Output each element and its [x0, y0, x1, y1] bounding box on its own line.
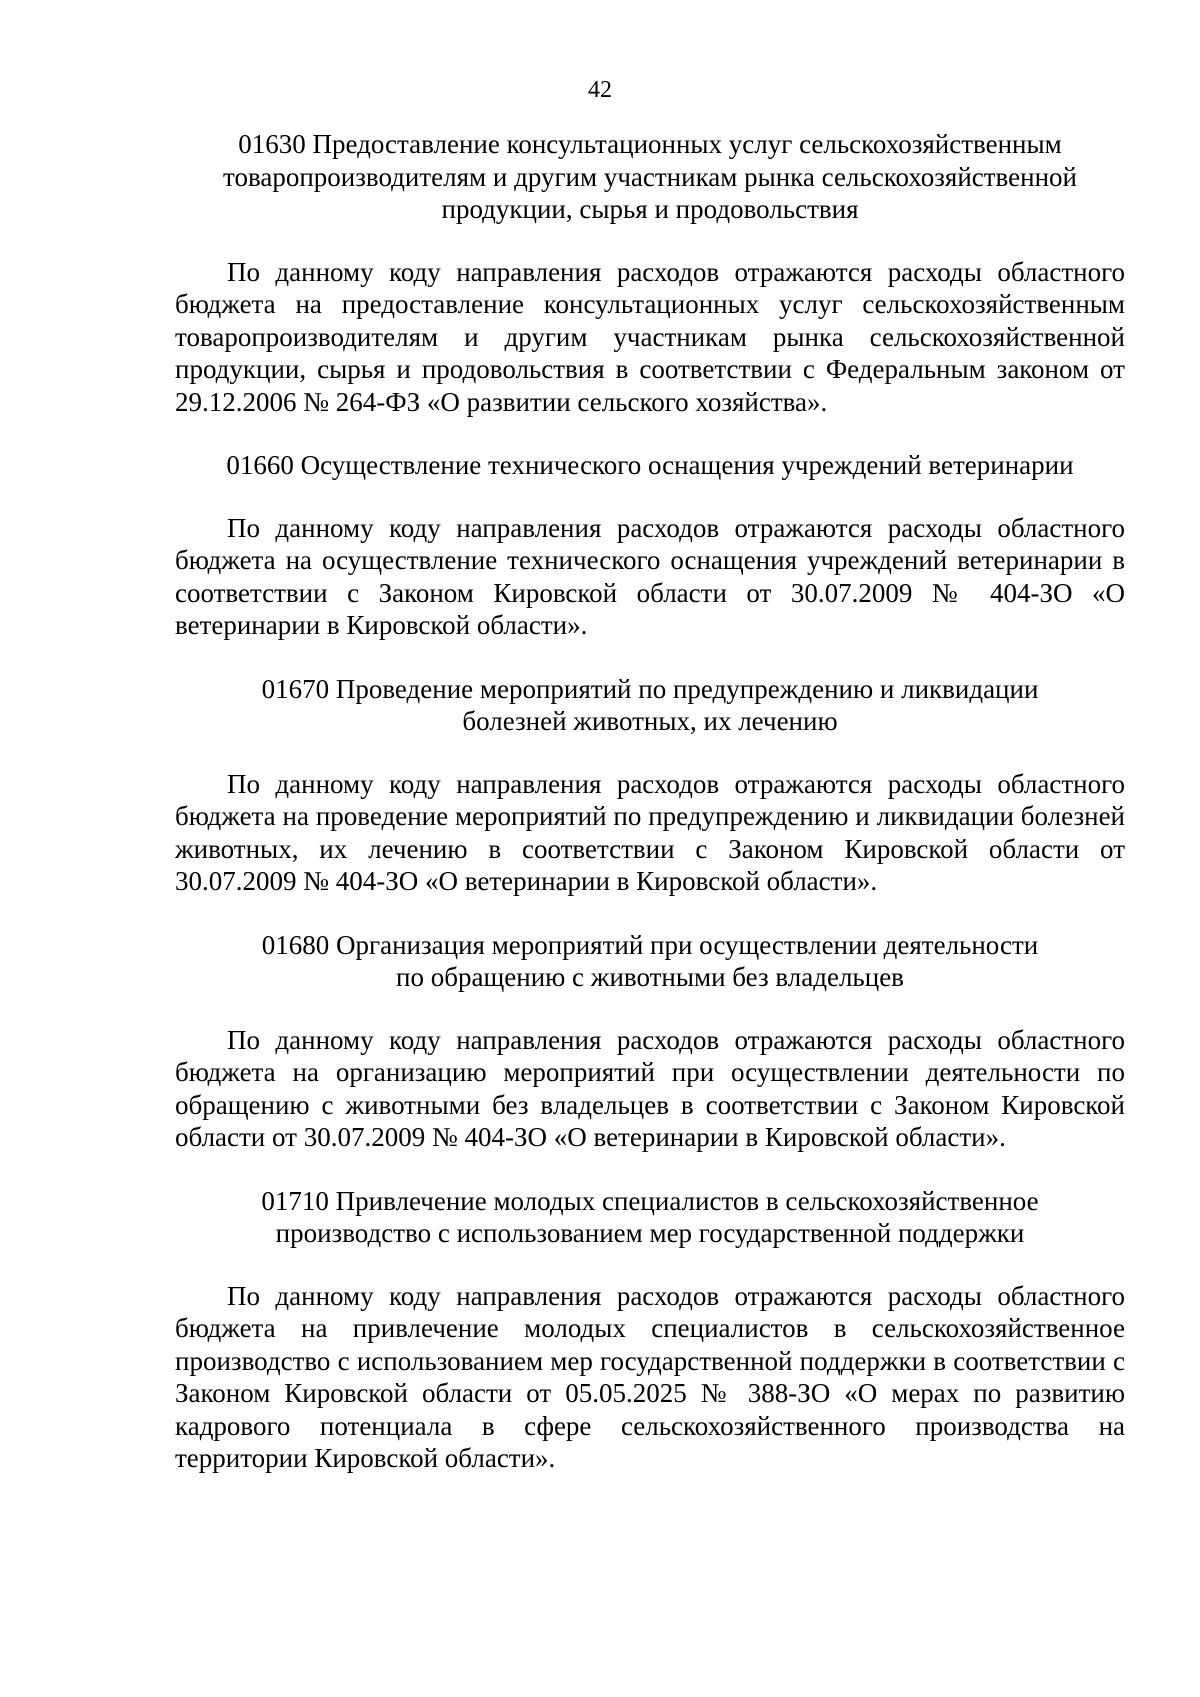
heading-line: по обращению с животными без владельцев [396, 962, 904, 992]
heading-line: 01670 Проведение мероприятий по предупреждению и ликвидации [261, 673, 1039, 704]
heading-line: продукции, сырья и продовольствия [441, 194, 859, 224]
section-01660 [175, 449, 1125, 673]
heading-line: 01630 Предоставление консультационных услуг сельскохозяйственным [238, 129, 1062, 159]
section-heading [175, 673, 1125, 738]
heading-line: 01660 Осуществление технического оснащения учреждений ветеринарии [226, 450, 1074, 480]
heading-line: 01710 Привлечение молодых специалистов в сельскохозяйственное [261, 1185, 1039, 1216]
section-heading [175, 128, 1125, 226]
section-01670 [175, 673, 1125, 929]
section-01630 [175, 128, 1125, 449]
section-01710 [175, 1185, 1125, 1475]
section-paragraph: По данному коду направления расходов отражаются расходы областного бюджета на осуществление технического оснащения учреждений ветеринарии в соответствии с Законом Кировской области от 30.07.2009 № 404-ЗО «О ветеринарии в Кировской области». [175, 512, 1125, 640]
document-body [175, 128, 1125, 1475]
section-paragraph: По данному коду направления расходов отражаются расходы областного бюджета на проведение мероприятий по предупреждению и ликвидации болезней животных, их лечению в соответствии с Законом Кировской области от 30.07.2009 № 404-ЗО «О ветеринарии в Кировской области». [175, 768, 1125, 896]
section-paragraph: По данному коду направления расходов отражаются расходы областного бюджета на привлечение молодых специалистов в сельскохозяйственное производство с использованием мер государственной поддержки в соответствии с Законом Кировской области от 05.05.2025 № 388-ЗО «О мерах по развитию кадрового потенциала в сфере сельскохозяйственного производства на территории Кировской области». [175, 1280, 1125, 1473]
section-paragraph: По данному коду направления расходов отражаются расходы областного бюджета на предоставление консультационных услуг сельскохозяйственным товаропроизводителям и другим участникам рынка сельскохозяйственной продукции, сырья и продовольствия в соответствии с Федеральным законом от 29.12.2006 № 264-ФЗ «О развитии сельского хозяйства». [175, 256, 1125, 417]
section-01680 [175, 929, 1125, 1185]
heading-line: 01680 Организация мероприятий при осуществлении деятельности [261, 929, 1039, 960]
section-paragraph: По данному коду направления расходов отражаются расходы областного бюджета на организацию мероприятий при осуществлении деятельности по обращению с животными без владельцев в соответствии с Законом Кировской области от 30.07.2009 № 404-ЗО «О ветеринарии в Кировской области». [175, 1024, 1125, 1152]
section-heading [175, 449, 1125, 482]
heading-line: болезней животных, их лечению [462, 706, 838, 736]
section-heading [175, 1185, 1125, 1250]
page-number: 42 [588, 77, 612, 103]
heading-line: производство с использованием мер государственной поддержки [275, 1218, 1025, 1248]
section-heading [175, 929, 1125, 994]
heading-line: товаропроизводителям и другим участникам рынка сельскохозяйственной [223, 161, 1077, 192]
